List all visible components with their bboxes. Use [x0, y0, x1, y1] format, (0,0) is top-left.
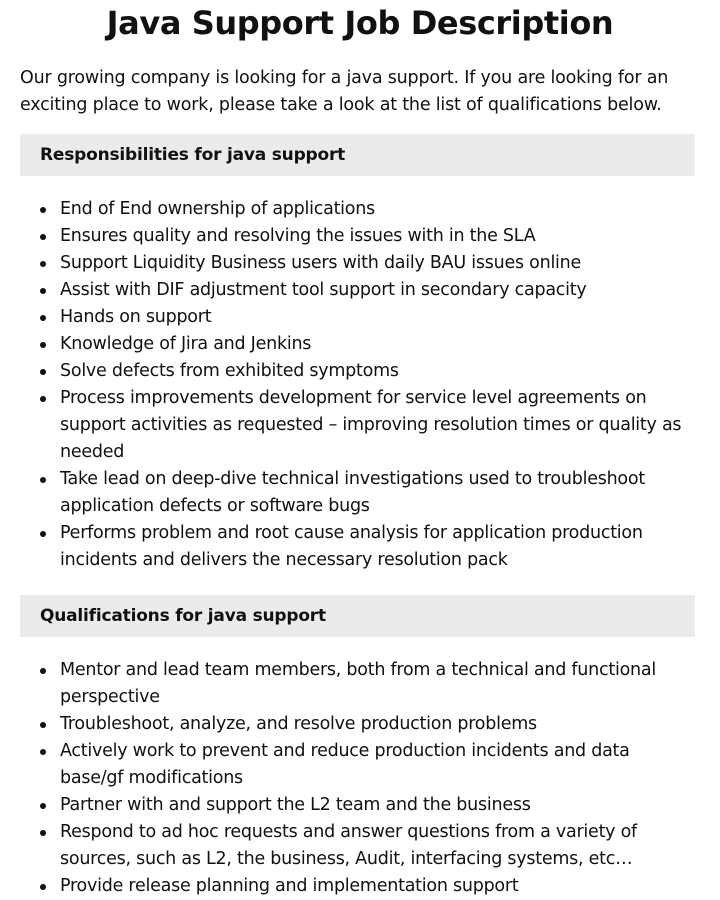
qualifications-heading: Qualifications for java support	[20, 595, 695, 637]
qualification-item	[20, 657, 695, 711]
qualification-item	[20, 819, 695, 873]
bullet-icon	[40, 369, 46, 375]
responsibility-text: Support Liquidity Business users with daily BAU issues online	[60, 253, 582, 273]
responsibility-text: End of End ownership of applications	[60, 199, 375, 219]
bullet-icon	[40, 261, 46, 267]
bullet-icon	[40, 207, 46, 213]
qualification-text: Troubleshoot, analyze, and resolve production problems	[60, 714, 537, 734]
bullet-icon	[40, 668, 46, 674]
responsibility-item	[20, 304, 695, 331]
bullet-icon	[40, 234, 46, 240]
qualification-text: Respond to ad hoc requests and answer questions from a variety of sources, such as L2, the business, Audit, interfacing systems, etc…	[60, 822, 637, 869]
responsibility-item	[20, 223, 695, 250]
page-title: Java Support Job Description	[106, 4, 614, 42]
bullet-icon	[40, 315, 46, 321]
bullet-icon	[40, 830, 46, 836]
responsibility-item	[20, 520, 695, 574]
responsibility-item	[20, 385, 695, 466]
responsibility-text: Hands on support	[60, 307, 212, 327]
responsibility-text: Ensures quality and resolving the issues with in the SLA	[60, 226, 536, 246]
bullet-icon	[40, 722, 46, 728]
qualification-item	[20, 873, 695, 900]
qualification-item	[20, 738, 695, 792]
bullet-icon	[40, 531, 46, 537]
responsibility-text: Solve defects from exhibited symptoms	[60, 361, 399, 381]
responsibility-item	[20, 331, 695, 358]
responsibility-item	[20, 196, 695, 223]
qualification-text: Actively work to prevent and reduce production incidents and data base/gf modifications	[60, 741, 630, 788]
responsibility-text: Process improvements development for service level agreements on support activities as requested – improving resolution times or quality as needed	[60, 388, 682, 462]
intro-paragraph: Our growing company is looking for a java support. If you are looking for an exciting place to work, please take a look at the list of qualifications below.	[20, 68, 669, 115]
responsibility-text: Knowledge of Jira and Jenkins	[60, 334, 312, 354]
bullet-icon	[40, 477, 46, 483]
responsibility-item	[20, 277, 695, 304]
responsibility-text: Take lead on deep-dive technical investigations used to troubleshoot application defects or software bugs	[60, 469, 645, 516]
responsibility-text: Performs problem and root cause analysis for application production incidents and delivers the necessary resolution pack	[60, 523, 643, 570]
bullet-icon	[40, 396, 46, 402]
bullet-icon	[40, 342, 46, 348]
qualification-text: Mentor and lead team members, both from a technical and functional perspective	[60, 660, 656, 707]
qualifications-list	[20, 657, 695, 900]
responsibility-item	[20, 250, 695, 277]
bullet-icon	[40, 749, 46, 755]
responsibility-text: Assist with DIF adjustment tool support in secondary capacity	[60, 280, 587, 300]
responsibilities-list	[20, 196, 695, 574]
qualification-text: Provide release planning and implementation support	[60, 876, 519, 896]
qualification-text: Partner with and support the L2 team and the business	[60, 795, 531, 815]
responsibility-item	[20, 358, 695, 385]
bullet-icon	[40, 288, 46, 294]
responsibility-item	[20, 466, 695, 520]
qualification-item	[20, 711, 695, 738]
bullet-icon	[40, 884, 46, 890]
qualification-item	[20, 792, 695, 819]
bullet-icon	[40, 803, 46, 809]
responsibilities-heading: Responsibilities for java support	[20, 134, 695, 176]
